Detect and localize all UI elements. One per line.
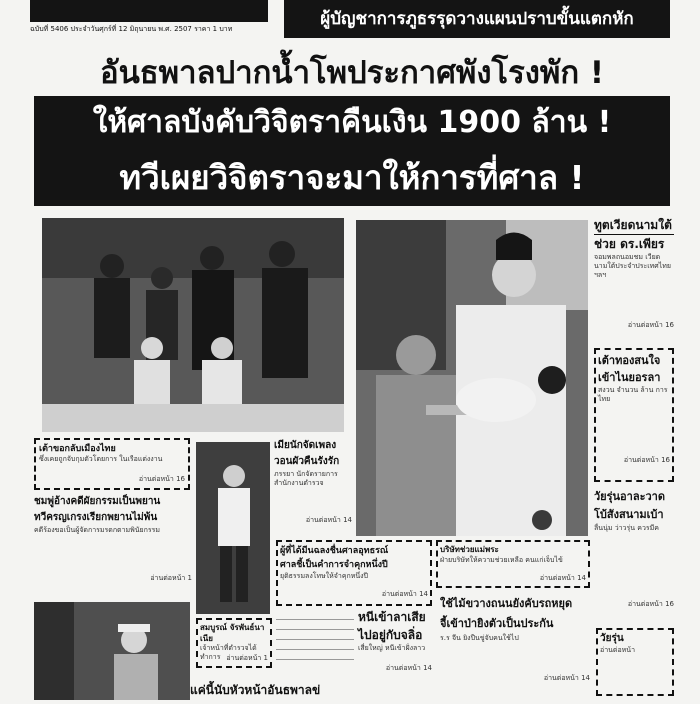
left-box-3-cont: อ่านต่อหน้า 1 [226,654,268,662]
right-story-2-cont: อ่านต่อหน้า 16 [623,456,670,464]
middle-story-1-cont: อ่านต่อหน้า 14 [305,516,352,524]
bottom-headline: แค่นี้นับหัวหน้าอันธพาลข่ [190,683,321,697]
middle-story-2-title-2: ศาลชี้เป็นคำการจำคุกหนึ่งปี [280,560,388,570]
middle-story-2-text: ยุติธรรมลงโทษให้จำคุกหนึ่งปี [280,572,368,580]
middle-story-5-title-1: ใช้ไม้ขวางถนนยังคับรถหยุด [440,597,573,610]
right-story-3-title-2: โบ้สังสนามเบ้า [594,508,664,521]
middle-story-4-cont: อ่านต่อหน้า 14 [539,574,586,582]
right-story-4 [596,628,674,696]
man-photo [34,602,190,700]
left-box-1-cont: อ่านต่อหน้า 16 [138,475,185,483]
left-box-1 [34,438,190,490]
right-story-1-text: จอมพลถนอมชม เวียด นามใต้ประจำประเทศไทย ฯลฯ [594,253,671,279]
middle-story-4-text: ฝ่ายบริษัทให้ความช่วยเหลือ คนแก่เจ็บไข้ [440,556,563,564]
headline-3: ทวีเผยวิจิตราจะมาให้การที่ศาล ! [34,150,670,206]
woman-with-baby-photo [356,220,588,536]
right-story-3-text: ลื่นนุ่ม ว่าวรุ่น ควรมีค [594,524,659,532]
masthead-logo-bar [30,0,268,22]
middle-story-2-body [276,610,354,680]
middle-story-1-title-1: เมียนักจัดเพลง [274,440,337,451]
left-story-2-cont: อ่านต่อหน้า 1 [150,574,192,582]
middle-story-1-text: ภรรยา นักจัดรายการ สำนักงานตำรวจ [274,470,338,487]
middle-story-3-text: เสี่ยใหญ่ หนีเข้าฝั่งลาว [358,644,426,652]
right-story-2-title-1: เต้าทองสนใจ [598,354,661,367]
right-story-1-cont: อ่านต่อหน้า 16 [627,321,674,329]
headline-2: ให้ศาลบังคับวิจิตราคืนเงิน 1900 ล้าน ! [34,96,670,150]
middle-story-4 [436,540,590,588]
issue-line: ฉบับที่ 5406 ประจำวันศุกร์ที่ 12 มิถุนายน พ.ศ. 2507 ราคา 1 บาท [30,25,233,33]
right-story-3-cont: อ่านต่อหน้า 16 [627,600,674,608]
middle-story-3-title-2: ไปอยู่กับจลิ่อ [358,628,423,642]
middle-story-3-cont: อ่านต่อหน้า 14 [385,664,432,672]
group-photo [42,218,344,432]
right-story-2-title-2: เข้าไนยอรลา [598,371,661,384]
left-story-2-title-1: ชมพู่อ้างคดีผัยกรรมเป็นพยาน [34,496,161,507]
standing-man-photo [196,442,270,614]
right-story-4-title: วัยรุ่น [600,633,624,644]
left-story-2-text: คดีร้องขอเป็นผู้จัดการมรดกตามพินัยกรรม [34,526,161,534]
left-box-1-text: ซึ่งเคยถูกจับกุมตัวโดยการ ในเรือแต่งงาน [39,455,163,463]
middle-story-3 [358,608,432,682]
right-story-2 [594,348,674,482]
left-box-3-title: สมบูรณ์ จัรพันธ์นาเนีย [200,623,265,643]
headline-1: อันธพาลปากน้ำโพประกาศพังโรงพัก ! [99,55,605,91]
middle-story-5-title-2: จี้เข้าป่ายิงตัวเป็นประกัน [440,617,554,630]
middle-story-5-cont: อ่านต่อหน้า 14 [543,674,590,682]
left-story-2-title-2: ทวีครญเกรงเรียกพยานไม่พ้น [34,512,158,523]
middle-story-3-title-1: หนีเข้าลาเสีย [358,610,426,624]
right-story-1 [594,216,674,344]
left-box-3-text: เจ้าหน้าที่ตำรวจได้ทำการ [200,644,257,661]
left-box-1-title: เต้าขอกลับเมืองไทย [39,444,116,454]
right-story-1-title-2: ช่วย ดร.เพียร [594,237,665,251]
right-story-1-title-1: ทูตเวียดนามใต้ [594,216,674,235]
middle-story-5-text: ร.ร จีน ยิงปืนขู่จับคนใช้ไป [440,634,519,642]
right-story-3-title-1: วัยรุ่นอาละวาด [594,490,665,503]
middle-story-4-title: บริษัทช่วยแม่พระ [440,545,499,554]
top-headline: ผู้บัญชาการภูธรรุดวางแผนปราบขั้นแตกหัก [284,0,670,38]
right-story-2-text: สงวน จำนวน ล้าน การไทย [598,386,668,403]
right-story-3 [594,488,674,622]
middle-story-1 [274,438,352,538]
middle-story-2-title-1: ผู้ที่ได้มีนฉลงชื่นศาลอุทธรณ์ [280,546,389,556]
right-story-4-text: อ่านต่อหน้า [600,646,635,654]
middle-story-2 [276,540,432,606]
middle-story-5 [440,594,590,694]
middle-story-1-title-2: วอนผัวคืนรังรัก [274,456,340,467]
left-story-2 [34,494,192,594]
middle-story-2-cont: อ่านต่อหน้า 14 [381,590,428,598]
left-box-3 [196,618,272,668]
